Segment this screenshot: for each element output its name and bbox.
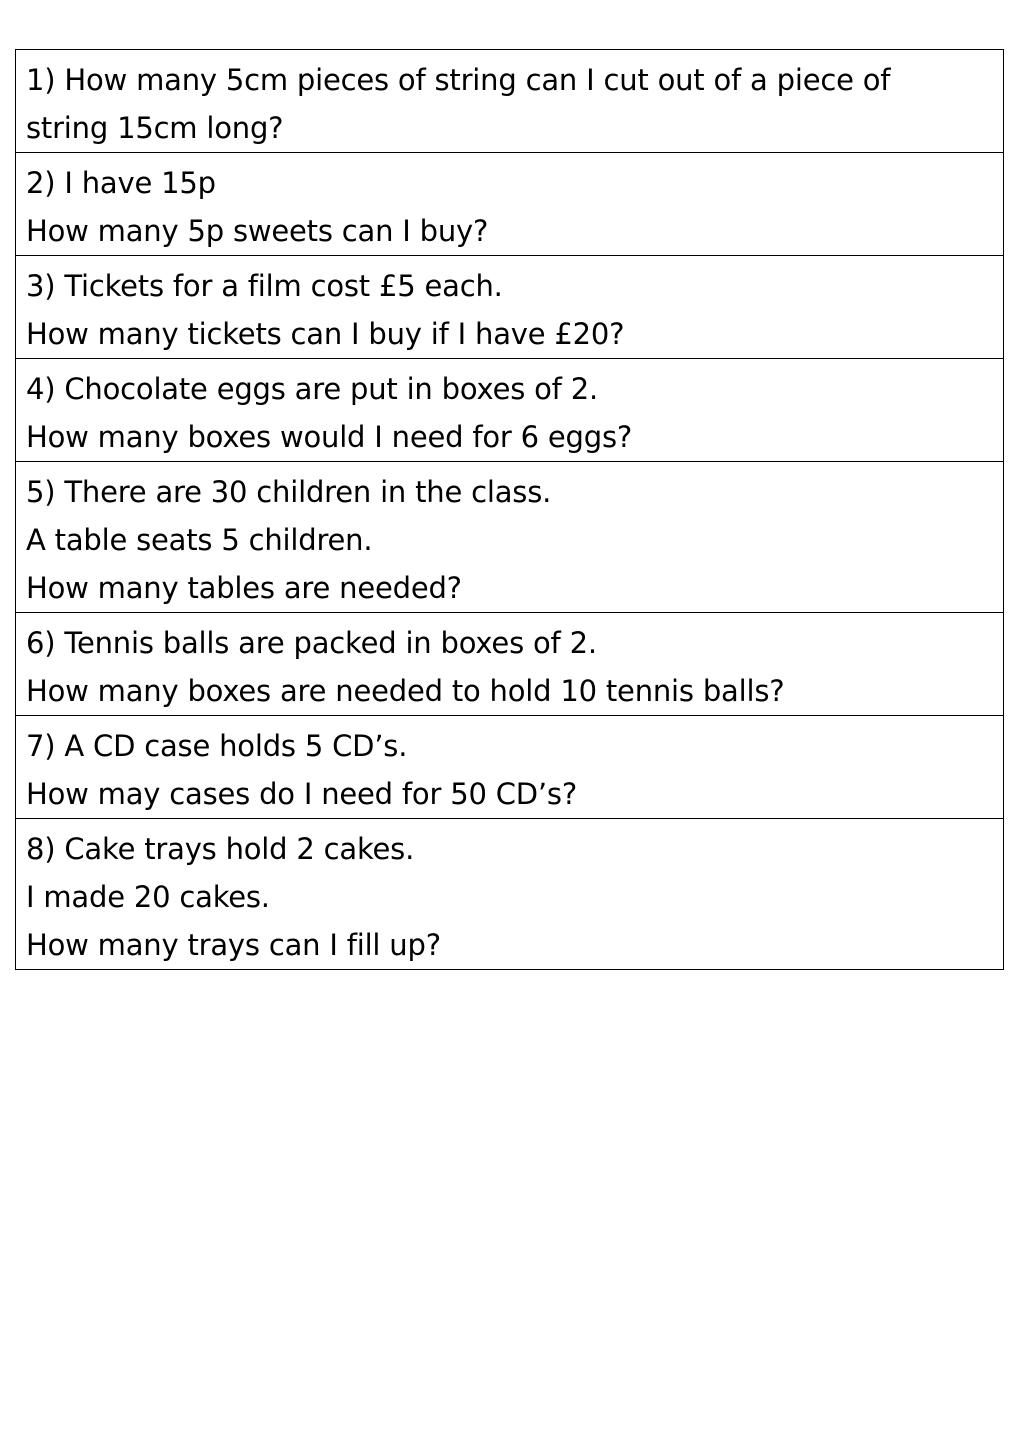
question-line: 5) There are 30 children in the class. xyxy=(26,475,552,509)
question-4 xyxy=(16,359,1003,462)
question-line: How many tables are needed? xyxy=(26,571,462,605)
question-line: How many tickets can I buy if I have £20? xyxy=(26,317,625,351)
question-line: 8) Cake trays hold 2 cakes. xyxy=(26,832,415,866)
question-8 xyxy=(16,819,1003,970)
question-line: 3) Tickets for a film cost £5 each. xyxy=(26,269,503,303)
question-5 xyxy=(16,462,1003,613)
question-line: 7) A CD case holds 5 CD’s. xyxy=(26,729,408,763)
question-line: A table seats 5 children. xyxy=(26,523,373,557)
question-line: How many 5p sweets can I buy? xyxy=(26,214,489,248)
question-6 xyxy=(16,613,1003,716)
question-line: string 15cm long? xyxy=(26,111,284,145)
question-line: How many trays can I fill up? xyxy=(26,928,441,962)
question-1 xyxy=(16,50,1003,153)
question-line: How may cases do I need for 50 CD’s? xyxy=(26,777,578,811)
question-line: 1) How many 5cm pieces of string can I cut out of a piece of xyxy=(26,63,891,97)
question-3 xyxy=(16,256,1003,359)
question-line: I made 20 cakes. xyxy=(26,880,270,914)
question-line: 6) Tennis balls are packed in boxes of 2. xyxy=(26,626,597,660)
question-line: How many boxes are needed to hold 10 tennis balls? xyxy=(26,674,785,708)
question-2 xyxy=(16,153,1003,256)
question-7 xyxy=(16,716,1003,819)
question-line: 2) I have 15p xyxy=(26,166,216,200)
worksheet-table xyxy=(15,49,1004,970)
question-line: 4) Chocolate eggs are put in boxes of 2. xyxy=(26,372,598,406)
question-line: How many boxes would I need for 6 eggs? xyxy=(26,420,633,454)
